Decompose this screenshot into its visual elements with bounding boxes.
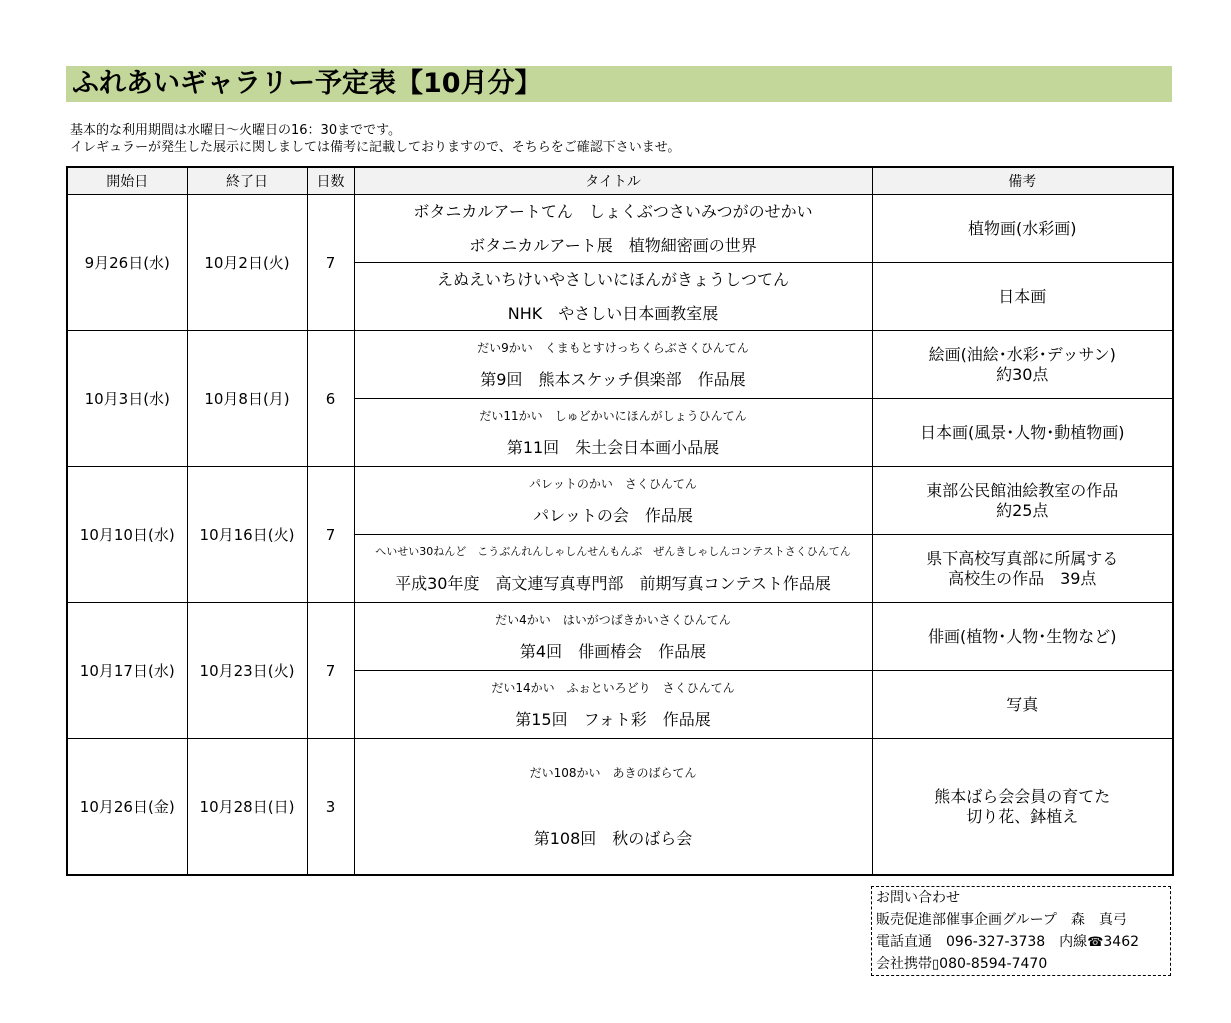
end-date: 10月2日(火) xyxy=(187,195,307,331)
title-cell xyxy=(354,671,872,739)
exhibit-title: 第108回 秋のばら会 xyxy=(533,828,693,848)
exhibit-title: ボタニカルアート展 植物細密画の世界 xyxy=(469,235,757,255)
remark: 俳画(植物･人物･生物など) xyxy=(872,603,1173,671)
phone-icon: ☎ xyxy=(1087,935,1104,950)
page-title: ふれあいギャラリー予定表【10月分】 xyxy=(66,66,1172,102)
end-date: 10月23日(火) xyxy=(187,603,307,739)
note-line-1: 基本的な利用期間は水曜日～火曜日の16：30までです。 xyxy=(70,123,402,138)
header-start: 開始日 xyxy=(67,167,187,195)
start-date: 10月3日(水) xyxy=(67,331,187,467)
title-cell xyxy=(354,331,872,399)
contact-department: 販売促進部催事企画グループ 森 真弓 xyxy=(876,912,1127,928)
exhibit-title: 平成30年度 高文連写真専門部 前期写真コンテスト作品展 xyxy=(395,573,831,593)
contact-box xyxy=(871,886,1171,976)
table-row xyxy=(67,467,1173,535)
remark: 植物画(水彩画) xyxy=(872,195,1173,263)
header-title: タイトル xyxy=(354,167,872,195)
title-kana: えぬえいちけいやさしいにほんがきょうしつてん xyxy=(436,269,789,289)
remark-line: 熊本ばら会会員の育てた xyxy=(934,786,1111,806)
schedule-table xyxy=(66,166,1174,876)
table-row xyxy=(67,739,1173,876)
remark: 写真 xyxy=(872,671,1173,739)
days-count: 7 xyxy=(307,195,354,331)
phone-label: 電話直通 096-327-3738 内線 xyxy=(876,934,1088,950)
start-date: 10月26日(金) xyxy=(67,739,187,876)
title-kana: ボタニカルアートてん しょくぶつさいみつがのせかい xyxy=(413,201,813,221)
remark-line: 約25点 xyxy=(996,500,1049,520)
remark-line: 絵画(油絵･水彩･デッサン) xyxy=(928,344,1116,364)
start-date: 10月10日(水) xyxy=(67,467,187,603)
remark-line: 高校生の作品 39点 xyxy=(948,568,1097,588)
header-note: 備考 xyxy=(872,167,1173,195)
remark-line: 約30点 xyxy=(996,364,1049,384)
header-end: 終了日 xyxy=(187,167,307,195)
table-row xyxy=(67,195,1173,263)
mobile-label: 会社携帯 xyxy=(876,956,932,972)
remark: 日本画 xyxy=(872,263,1173,331)
title-cell xyxy=(354,535,872,603)
days-count: 6 xyxy=(307,331,354,467)
note-line-2: イレギュラーが発生した展示に関しましては備考に記載しておりますので、そちらをご確認下さいませ。 xyxy=(70,140,681,155)
remark xyxy=(872,739,1173,876)
days-count: 3 xyxy=(307,739,354,876)
exhibit-title: パレットの会 作品展 xyxy=(533,505,693,525)
title-cell xyxy=(354,195,872,263)
title-kana: だい9かい くまもとすけっちくらぶさくひんてん xyxy=(477,340,749,355)
title-cell xyxy=(354,263,872,331)
header-row xyxy=(67,167,1173,195)
remark-line: 東部公民館油絵教室の作品 xyxy=(926,480,1119,500)
exhibit-title: NHK やさしい日本画教室展 xyxy=(507,303,719,323)
title-kana: だい11かい しゅどかいにほんがしょうひんてん xyxy=(479,408,747,423)
notes xyxy=(70,122,680,156)
end-date: 10月8日(月) xyxy=(187,331,307,467)
exhibit-title: 第11回 朱土会日本画小品展 xyxy=(506,437,720,457)
exhibit-title: 第15回 フォト彩 作品展 xyxy=(515,709,711,729)
days-count: 7 xyxy=(307,467,354,603)
mobile-icon: ▯ xyxy=(932,957,940,972)
title-kana: だい14かい ふぉといろどり さくひんてん xyxy=(491,680,735,695)
title-cell xyxy=(354,399,872,467)
remark: 日本画(風景･人物･動植物画) xyxy=(872,399,1173,467)
days-count: 7 xyxy=(307,603,354,739)
table-row xyxy=(67,603,1173,671)
remark xyxy=(872,331,1173,399)
contact-heading: お問い合わせ xyxy=(876,890,960,906)
title-cell xyxy=(354,603,872,671)
contact-mobile xyxy=(876,953,1170,975)
remark xyxy=(872,535,1173,603)
start-date: 9月26日(水) xyxy=(67,195,187,331)
table-row xyxy=(67,331,1173,399)
remark xyxy=(872,467,1173,535)
exhibit-title: 第9回 熊本スケッチ倶楽部 作品展 xyxy=(480,369,746,389)
end-date: 10月28日(日) xyxy=(187,739,307,876)
title-kana: だい108かい あきのばらてん xyxy=(529,765,697,780)
end-date: 10月16日(火) xyxy=(187,467,307,603)
title-kana: パレットのかい さくひんてん xyxy=(529,476,697,491)
start-date: 10月17日(水) xyxy=(67,603,187,739)
remark-line: 県下高校写真部に所属する xyxy=(926,548,1119,568)
title-kana: だい4かい はいがつばきかいさくひんてん xyxy=(495,612,731,627)
extension-number: 3462 xyxy=(1103,934,1140,950)
exhibit-title: 第4回 俳画椿会 作品展 xyxy=(519,641,707,661)
mobile-number: 080-8594-7470 xyxy=(939,956,1048,972)
title-kana: へいせい30ねんど こうぶんれんしゃしんせんもんぶ ぜんきしゃしんコンテストさくひんてん xyxy=(375,544,851,558)
contact-phone xyxy=(876,931,1170,953)
title-cell xyxy=(354,467,872,535)
remark-line: 切り花、鉢植え xyxy=(966,806,1079,826)
title-cell xyxy=(354,739,872,876)
header-days: 日数 xyxy=(307,167,354,195)
